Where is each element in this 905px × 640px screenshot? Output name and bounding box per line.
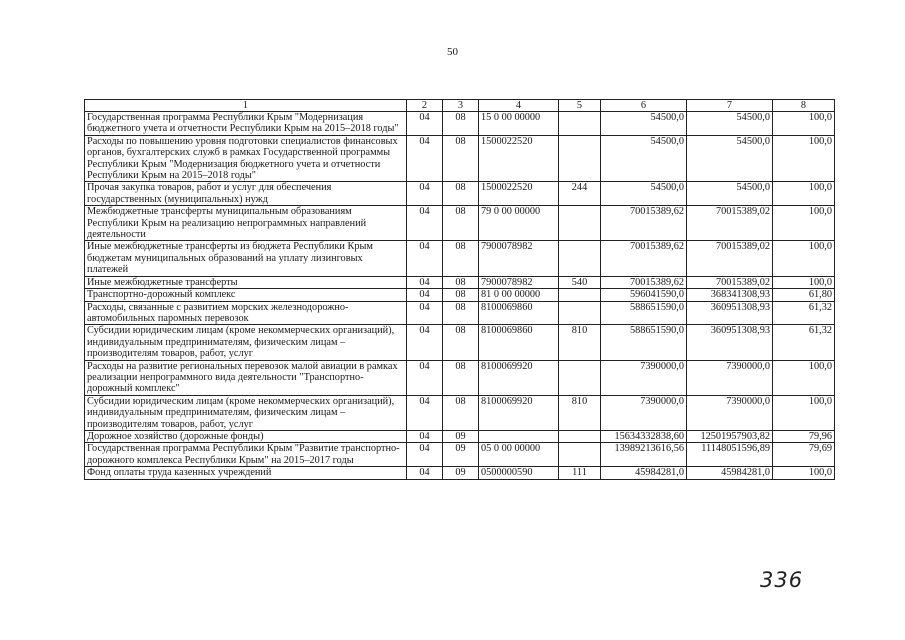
cell-fact: 70015389,02 — [687, 206, 773, 241]
cell-vr: 244 — [559, 182, 601, 206]
cell-vr: 810 — [559, 395, 601, 430]
cell-plan: 13989213616,56 — [601, 443, 687, 467]
cell-percent: 100,0 — [773, 360, 835, 395]
cell-fact: 368341308,93 — [687, 289, 773, 301]
cell-podrazdel: 08 — [443, 276, 479, 288]
table-body — [85, 112, 835, 480]
cell-plan: 7390000,0 — [601, 395, 687, 430]
cell-fact: 7390000,0 — [687, 395, 773, 430]
cell-csr: 05 0 00 00000 — [479, 443, 559, 467]
cell-name: Расходы на развитие региональных перевозок малой авиации в рамках реализации непрограммного вида деятельности "Транспортно-дорожный комплекс" — [85, 360, 407, 395]
cell-name: Иные межбюджетные трансферты из бюджета Республики Крым бюджетам муниципальных образований на уплату лизинговых платежей — [85, 241, 407, 276]
cell-name: Государственная программа Республики Крым "Развитие транспортно-дорожного комплекса Республики Крым" на 2015–2017 годы — [85, 443, 407, 467]
cell-percent: 100,0 — [773, 241, 835, 276]
cell-razdel: 04 — [407, 182, 443, 206]
cell-fact: 54500,0 — [687, 135, 773, 182]
cell-plan: 7390000,0 — [601, 360, 687, 395]
cell-plan: 70015389,62 — [601, 276, 687, 288]
table-row — [85, 206, 835, 241]
cell-csr: 7900078982 — [479, 276, 559, 288]
cell-csr: 79 0 00 00000 — [479, 206, 559, 241]
table-row — [85, 112, 835, 136]
table-row — [85, 467, 835, 479]
table-row — [85, 135, 835, 182]
cell-razdel: 04 — [407, 395, 443, 430]
table-row — [85, 301, 835, 325]
cell-razdel: 04 — [407, 360, 443, 395]
cell-csr: 1500022520 — [479, 182, 559, 206]
cell-razdel: 04 — [407, 325, 443, 360]
cell-name: Фонд оплаты труда казенных учреждений — [85, 467, 407, 479]
table-row — [85, 241, 835, 276]
cell-vr — [559, 206, 601, 241]
cell-razdel: 04 — [407, 241, 443, 276]
cell-podrazdel: 08 — [443, 395, 479, 430]
cell-vr — [559, 135, 601, 182]
cell-percent: 100,0 — [773, 206, 835, 241]
header-col-6: 6 — [601, 100, 687, 112]
table-row — [85, 395, 835, 430]
cell-plan: 45984281,0 — [601, 467, 687, 479]
cell-plan: 70015389,62 — [601, 241, 687, 276]
cell-csr: 8100069860 — [479, 325, 559, 360]
table-row — [85, 182, 835, 206]
cell-podrazdel: 08 — [443, 241, 479, 276]
budget-table — [84, 99, 835, 480]
cell-podrazdel: 08 — [443, 325, 479, 360]
cell-name: Транспортно-дорожный комплекс — [85, 289, 407, 301]
cell-vr: 111 — [559, 467, 601, 479]
cell-name: Прочая закупка товаров, работ и услуг для обеспечения государственных (муниципальных) нужд — [85, 182, 407, 206]
cell-podrazdel: 08 — [443, 206, 479, 241]
cell-name: Межбюджетные трансферты муниципальным образованиям Республики Крым на реализацию непрограммных направлений деятельности — [85, 206, 407, 241]
table-row — [85, 325, 835, 360]
cell-fact: 11148051596,89 — [687, 443, 773, 467]
cell-name: Дорожное хозяйство (дорожные фонды) — [85, 430, 407, 442]
cell-podrazdel: 08 — [443, 360, 479, 395]
cell-fact: 7390000,0 — [687, 360, 773, 395]
cell-plan: 54500,0 — [601, 112, 687, 136]
cell-fact: 360951308,93 — [687, 301, 773, 325]
cell-podrazdel: 08 — [443, 301, 479, 325]
cell-podrazdel: 08 — [443, 112, 479, 136]
cell-fact: 45984281,0 — [687, 467, 773, 479]
cell-razdel: 04 — [407, 289, 443, 301]
table-row — [85, 430, 835, 442]
cell-plan: 54500,0 — [601, 135, 687, 182]
header-col-3: 3 — [443, 100, 479, 112]
table-row — [85, 289, 835, 301]
cell-razdel: 04 — [407, 430, 443, 442]
header-col-1: 1 — [85, 100, 407, 112]
cell-percent: 61,32 — [773, 301, 835, 325]
header-row — [85, 100, 835, 112]
cell-vr — [559, 241, 601, 276]
cell-razdel: 04 — [407, 206, 443, 241]
cell-fact: 12501957903,82 — [687, 430, 773, 442]
cell-razdel: 04 — [407, 276, 443, 288]
cell-percent: 100,0 — [773, 467, 835, 479]
page-number: 50 — [447, 46, 458, 58]
cell-vr — [559, 289, 601, 301]
cell-plan: 15634332838,60 — [601, 430, 687, 442]
cell-csr: 0500000590 — [479, 467, 559, 479]
cell-csr: 81 0 00 00000 — [479, 289, 559, 301]
cell-podrazdel: 08 — [443, 289, 479, 301]
cell-podrazdel: 09 — [443, 430, 479, 442]
cell-percent: 100,0 — [773, 276, 835, 288]
header-col-8: 8 — [773, 100, 835, 112]
cell-csr: 8100069860 — [479, 301, 559, 325]
cell-csr: 1500022520 — [479, 135, 559, 182]
cell-csr: 7900078982 — [479, 241, 559, 276]
table-row — [85, 443, 835, 467]
cell-plan: 596041590,0 — [601, 289, 687, 301]
cell-plan: 70015389,62 — [601, 206, 687, 241]
handwritten-page-mark: 336 — [760, 568, 804, 592]
cell-fact: 70015389,02 — [687, 276, 773, 288]
cell-razdel: 04 — [407, 467, 443, 479]
table-row — [85, 276, 835, 288]
cell-fact: 54500,0 — [687, 112, 773, 136]
cell-csr: 15 0 00 00000 — [479, 112, 559, 136]
cell-percent: 100,0 — [773, 135, 835, 182]
cell-vr — [559, 430, 601, 442]
cell-vr — [559, 301, 601, 325]
cell-name: Субсидии юридическим лицам (кроме некоммерческих организаций), индивидуальным предпринимателям, физическим лицам – производителям товаров, работ, услуг — [85, 325, 407, 360]
cell-podrazdel: 09 — [443, 443, 479, 467]
table-row — [85, 360, 835, 395]
cell-plan: 588651590,0 — [601, 325, 687, 360]
cell-percent: 100,0 — [773, 182, 835, 206]
header-col-4: 4 — [479, 100, 559, 112]
cell-name: Иные межбюджетные трансферты — [85, 276, 407, 288]
cell-name: Расходы по повышению уровня подготовки специалистов финансовых органов, бухгалтерских служб в рамках Государственной программы Республики Крым "Модернизация бюджетного учета и отчетности Республики Крым на 2015–2018 годы" — [85, 135, 407, 182]
cell-razdel: 04 — [407, 112, 443, 136]
cell-razdel: 04 — [407, 301, 443, 325]
cell-vr: 540 — [559, 276, 601, 288]
cell-name: Субсидии юридическим лицам (кроме некоммерческих организаций), индивидуальным предпринимателям, физическим лицам – производителям товаров, работ, услуг — [85, 395, 407, 430]
cell-percent: 79,69 — [773, 443, 835, 467]
cell-plan: 54500,0 — [601, 182, 687, 206]
cell-percent: 61,80 — [773, 289, 835, 301]
cell-vr — [559, 112, 601, 136]
header-col-2: 2 — [407, 100, 443, 112]
cell-percent: 100,0 — [773, 395, 835, 430]
cell-razdel: 04 — [407, 443, 443, 467]
cell-csr: 8100069920 — [479, 360, 559, 395]
cell-podrazdel: 08 — [443, 182, 479, 206]
cell-name: Расходы, связанные с развитием морских железнодорожно-автомобильных паромных перевозок — [85, 301, 407, 325]
cell-podrazdel: 08 — [443, 135, 479, 182]
cell-percent: 100,0 — [773, 112, 835, 136]
cell-fact: 70015389,02 — [687, 241, 773, 276]
cell-csr — [479, 430, 559, 442]
cell-vr — [559, 443, 601, 467]
cell-vr — [559, 360, 601, 395]
cell-name: Государственная программа Республики Крым "Модернизация бюджетного учета и отчетности Республики Крым на 2015–2018 годы" — [85, 112, 407, 136]
cell-percent: 61,32 — [773, 325, 835, 360]
cell-fact: 54500,0 — [687, 182, 773, 206]
cell-razdel: 04 — [407, 135, 443, 182]
cell-percent: 79,96 — [773, 430, 835, 442]
cell-vr: 810 — [559, 325, 601, 360]
header-col-7: 7 — [687, 100, 773, 112]
cell-fact: 360951308,93 — [687, 325, 773, 360]
header-col-5: 5 — [559, 100, 601, 112]
cell-plan: 588651590,0 — [601, 301, 687, 325]
cell-csr: 8100069920 — [479, 395, 559, 430]
cell-podrazdel: 09 — [443, 467, 479, 479]
